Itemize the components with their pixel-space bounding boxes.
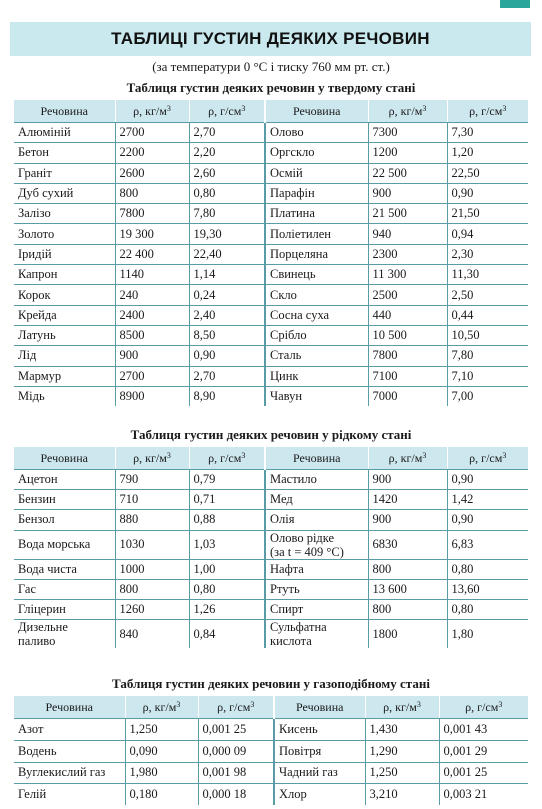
cell-density-g-cm3: 0,24 xyxy=(189,285,265,305)
table-header-row xyxy=(14,696,528,719)
cell-density-kg-m3: 940 xyxy=(368,224,447,244)
table-row xyxy=(14,123,528,143)
cell-density-g-cm3: 19,30 xyxy=(189,224,265,244)
cell-substance-name: Водень xyxy=(14,740,125,762)
cell-substance-name: Азот xyxy=(14,719,125,741)
cell-density-kg-m3: 2500 xyxy=(368,285,447,305)
cell-density-kg-m3: 10 500 xyxy=(368,325,447,345)
cell-substance-name: Хлор xyxy=(274,784,365,805)
cell-substance-name: Свинець xyxy=(265,265,368,285)
cell-substance-name xyxy=(265,620,368,649)
header-rho-kg xyxy=(115,100,189,123)
cell-substance-name: Гелій xyxy=(14,784,125,805)
cell-substance-name: Нафта xyxy=(265,559,368,579)
cell-substance-name: Золото xyxy=(14,224,115,244)
cell-substance-name: Мед xyxy=(265,490,368,510)
header-substance xyxy=(14,696,125,719)
cell-density-kg-m3: 7800 xyxy=(115,204,189,224)
liquid-section-title: Таблиця густин деяких речовин у рідкому стані xyxy=(130,427,412,442)
cell-density-g-cm3: 21,50 xyxy=(447,204,528,224)
cell-density-kg-m3: 1260 xyxy=(115,599,189,619)
cell-density-kg-m3: 3,210 xyxy=(365,784,439,805)
cell-substance-name: Вода чиста xyxy=(14,559,115,579)
cell-substance-name: Повітря xyxy=(274,740,365,762)
cell-density-g-cm3: 8,90 xyxy=(189,386,265,406)
cell-density-kg-m3: 7000 xyxy=(368,386,447,406)
cell-density-g-cm3: 2,70 xyxy=(189,366,265,386)
header-rho-g-label: ρ, г/см xyxy=(469,103,503,118)
cell-density-g-cm3: 1,20 xyxy=(447,143,528,163)
cell-substance-name: Мастило xyxy=(265,470,368,490)
header-rho-g-label: ρ, г/см xyxy=(469,450,503,465)
cell-density-kg-m3: 900 xyxy=(368,510,447,530)
solid-section-title: Таблиця густин деяких речовин у твердому стані xyxy=(126,80,416,95)
header-rho-g-label: ρ, г/см xyxy=(208,450,242,465)
cell-density-kg-m3: 21 500 xyxy=(368,204,447,224)
cell-substance-name: Алюміній xyxy=(14,123,115,143)
cell-substance-name: Олія xyxy=(265,510,368,530)
cell-density-g-cm3: 0,90 xyxy=(189,346,265,366)
cell-substance-name xyxy=(265,530,368,559)
substance-name-line2: паливо xyxy=(18,634,56,649)
cell-density-g-cm3: 2,70 xyxy=(189,123,265,143)
cell-density-kg-m3: 800 xyxy=(115,183,189,203)
cell-density-g-cm3: 0,84 xyxy=(189,620,265,649)
cell-density-g-cm3: 1,03 xyxy=(189,530,265,559)
cell-density-kg-m3: 1030 xyxy=(115,530,189,559)
header-substance-label: Речовина xyxy=(40,450,88,465)
cell-substance-name: Гас xyxy=(14,579,115,599)
cell-substance-name: Вуглекислий газ xyxy=(14,762,125,784)
cell-density-kg-m3: 1200 xyxy=(368,143,447,163)
header-substance xyxy=(14,447,115,470)
cell-substance-name: Корок xyxy=(14,285,115,305)
cell-substance-name: Олово xyxy=(265,123,368,143)
header-unit-exponent: 3 xyxy=(422,450,427,460)
table-row xyxy=(14,490,528,510)
table-row xyxy=(14,599,528,619)
header-rho-g xyxy=(198,696,274,719)
header-rho-g xyxy=(439,696,528,719)
cell-density-kg-m3: 0,180 xyxy=(125,784,198,805)
cell-density-kg-m3: 7100 xyxy=(368,366,447,386)
cell-density-kg-m3: 6830 xyxy=(368,530,447,559)
liquid-density-table xyxy=(14,447,528,648)
header-rho-kg xyxy=(368,447,447,470)
cell-density-g-cm3: 1,42 xyxy=(447,490,528,510)
cell-density-g-cm3: 0,79 xyxy=(189,470,265,490)
cell-substance-name: Осмій xyxy=(265,163,368,183)
cell-density-kg-m3: 840 xyxy=(115,620,189,649)
cell-density-g-cm3: 2,20 xyxy=(189,143,265,163)
cell-substance-name xyxy=(14,620,115,649)
cell-density-kg-m3: 2600 xyxy=(115,163,189,183)
substance-name-line2: кислота xyxy=(270,634,312,649)
cell-density-g-cm3: 1,14 xyxy=(189,265,265,285)
header-unit-exponent: 3 xyxy=(502,103,507,113)
cell-density-kg-m3: 2700 xyxy=(115,366,189,386)
cell-density-kg-m3: 1,430 xyxy=(365,719,439,741)
header-rho-kg-label: ρ, кг/м xyxy=(388,450,423,465)
cell-density-g-cm3: 0,000 18 xyxy=(198,784,274,805)
table-row xyxy=(14,224,528,244)
cell-substance-name: Мідь xyxy=(14,386,115,406)
cell-density-kg-m3: 800 xyxy=(368,559,447,579)
cell-density-kg-m3: 440 xyxy=(368,305,447,325)
cell-density-g-cm3: 13,60 xyxy=(447,579,528,599)
cell-density-g-cm3: 0,80 xyxy=(189,579,265,599)
cell-density-g-cm3: 0,001 25 xyxy=(198,719,274,741)
cell-density-kg-m3: 13 600 xyxy=(368,579,447,599)
gas-density-table xyxy=(14,696,528,805)
table-row xyxy=(14,470,528,490)
title-banner xyxy=(10,22,531,56)
header-rho-g-label: ρ, г/см xyxy=(465,699,499,714)
table-row xyxy=(14,386,528,406)
cell-density-kg-m3: 7300 xyxy=(368,123,447,143)
substance-name-text: Олово рідке xyxy=(270,530,335,545)
cell-density-kg-m3: 900 xyxy=(115,346,189,366)
cell-density-g-cm3: 2,40 xyxy=(189,305,265,325)
cell-density-g-cm3: 2,30 xyxy=(447,244,528,264)
header-rho-g xyxy=(189,447,265,470)
cell-density-kg-m3: 710 xyxy=(115,490,189,510)
cell-density-g-cm3: 0,80 xyxy=(447,559,528,579)
cell-substance-name: Сталь xyxy=(265,346,368,366)
header-rho-kg-label: ρ, кг/м xyxy=(133,103,167,118)
cell-substance-name: Капрон xyxy=(14,265,115,285)
cell-density-g-cm3: 0,90 xyxy=(447,510,528,530)
table-row xyxy=(14,183,528,203)
cell-density-kg-m3: 22 400 xyxy=(115,244,189,264)
cell-density-g-cm3: 0,88 xyxy=(189,510,265,530)
table-header-row xyxy=(14,100,528,123)
header-unit-exponent: 3 xyxy=(166,450,171,460)
table-row xyxy=(14,510,528,530)
table-row xyxy=(14,325,528,345)
cell-density-g-cm3: 0,80 xyxy=(189,183,265,203)
table-row xyxy=(14,740,528,762)
cell-substance-name: Крейда xyxy=(14,305,115,325)
page-title: ТАБЛИЦІ ГУСТИН ДЕЯКИХ РЕЧОВИН xyxy=(111,29,430,48)
header-rho-kg-label: ρ, кг/м xyxy=(383,699,417,714)
cell-substance-name: Ацетон xyxy=(14,470,115,490)
cell-density-kg-m3: 2200 xyxy=(115,143,189,163)
header-substance xyxy=(265,100,368,123)
cell-density-g-cm3: 0,000 09 xyxy=(198,740,274,762)
condition-note: (за t = 409 °С) xyxy=(270,544,344,559)
header-substance xyxy=(265,447,368,470)
cell-density-g-cm3: 0,94 xyxy=(447,224,528,244)
table-row xyxy=(14,305,528,325)
substance-name-text: Сульфатна xyxy=(270,620,327,635)
cell-density-kg-m3: 22 500 xyxy=(368,163,447,183)
cell-substance-name: Чавун xyxy=(265,386,368,406)
cell-density-g-cm3: 22,50 xyxy=(447,163,528,183)
cell-density-g-cm3: 22,40 xyxy=(189,244,265,264)
table-row xyxy=(14,265,528,285)
cell-density-g-cm3: 1,00 xyxy=(189,559,265,579)
header-rho-g xyxy=(447,100,528,123)
cell-density-g-cm3: 7,30 xyxy=(447,123,528,143)
gas-section-title: Таблиця густин деяких речовин у газоподібному стані xyxy=(112,676,430,691)
table-row xyxy=(14,719,528,741)
cell-substance-name: Сосна суха xyxy=(265,305,368,325)
cell-density-g-cm3: 1,26 xyxy=(189,599,265,619)
corner-tab xyxy=(500,0,530,8)
cell-density-kg-m3: 8900 xyxy=(115,386,189,406)
cell-density-g-cm3: 0,001 43 xyxy=(439,719,528,741)
cell-density-g-cm3: 1,80 xyxy=(451,626,474,641)
header-unit-exponent: 3 xyxy=(498,699,503,709)
substance-name-text: Дизельне xyxy=(18,620,68,635)
cell-substance-name: Кисень xyxy=(274,719,365,741)
header-substance xyxy=(274,696,365,719)
cell-substance-name: Порцеляна xyxy=(265,244,368,264)
header-rho-kg xyxy=(368,100,447,123)
cell-density-g-cm3: 0,44 xyxy=(447,305,528,325)
cell-density-kg-m3: 800 xyxy=(368,599,447,619)
cell-density-g-cm3: 0,001 25 xyxy=(439,762,528,784)
cell-substance-name: Вода морська xyxy=(14,530,115,559)
cell-substance-name: Лід xyxy=(14,346,115,366)
cell-density-g-cm3: 0,003 21 xyxy=(443,787,488,802)
cell-substance-name: Дуб сухий xyxy=(14,183,115,203)
cell-density-kg-m3: 1,250 xyxy=(125,719,198,741)
cell-substance-name: Бензол xyxy=(14,510,115,530)
cell-substance-name: Гліцерин xyxy=(14,599,115,619)
cell-substance-name: Цинк xyxy=(265,366,368,386)
cell-substance-name: Бетон xyxy=(14,143,115,163)
cell-substance-name: Ртуть xyxy=(265,579,368,599)
cell-density-g-cm3: 6,83 xyxy=(447,530,528,559)
header-rho-kg-label: ρ, кг/м xyxy=(388,103,423,118)
header-unit-exponent: 3 xyxy=(502,450,507,460)
page-subtitle: (за температури 0 °С і тиску 760 мм рт. ст.) xyxy=(152,59,390,74)
header-substance-label: Речовина xyxy=(296,699,344,714)
table-row xyxy=(14,285,528,305)
cell-substance-name: Оргскло xyxy=(265,143,368,163)
table-row xyxy=(14,346,528,366)
cell-density-kg-m3: 7800 xyxy=(368,346,447,366)
table-row xyxy=(14,530,528,559)
cell-substance-name: Залізо xyxy=(14,204,115,224)
cell-density-kg-m3: 1420 xyxy=(368,490,447,510)
header-rho-g-label: ρ, г/см xyxy=(217,699,251,714)
cell-density-g-cm3: 0,001 98 xyxy=(198,762,274,784)
header-rho-g xyxy=(189,100,265,123)
cell-density-g-cm3: 0,80 xyxy=(447,599,528,619)
cell-density-kg-m3: 790 xyxy=(115,470,189,490)
cell-density-g-cm3: 2,50 xyxy=(447,285,528,305)
cell-density-kg-m3: 2400 xyxy=(115,305,189,325)
cell-density-kg-m3: 1,290 xyxy=(365,740,439,762)
table-header-row xyxy=(14,447,528,470)
cell-density-g-cm3: 8,50 xyxy=(189,325,265,345)
cell-density-kg-m3: 240 xyxy=(115,285,189,305)
cell-density-kg-m3: 900 xyxy=(368,470,447,490)
table-row xyxy=(14,204,528,224)
table-row xyxy=(14,163,528,183)
cell-substance-name: Граніт xyxy=(14,163,115,183)
cell-density-kg-m3: 11 300 xyxy=(368,265,447,285)
cell-density-kg-m3: 8500 xyxy=(115,325,189,345)
cell-density-g-cm3: 0,001 29 xyxy=(439,740,528,762)
header-rho-g xyxy=(447,447,528,470)
header-rho-kg xyxy=(365,696,439,719)
cell-substance-name: Скло xyxy=(265,285,368,305)
cell-density-kg-m3: 800 xyxy=(115,579,189,599)
cell-density-g-cm3: 7,80 xyxy=(189,204,265,224)
cell-density-kg-m3: 1800 xyxy=(368,620,447,649)
cell-density-kg-m3: 2700 xyxy=(115,123,189,143)
cell-density-kg-m3: 900 xyxy=(368,183,447,203)
cell-density-g-cm3: 7,10 xyxy=(447,366,528,386)
table-row xyxy=(14,620,528,649)
cell-density-kg-m3: 2300 xyxy=(368,244,447,264)
header-rho-kg-label: ρ, кг/м xyxy=(142,699,177,714)
table-row xyxy=(14,579,528,599)
cell-substance-name: Платина xyxy=(265,204,368,224)
cell-density-kg-m3: 880 xyxy=(115,510,189,530)
table-row xyxy=(14,559,528,579)
cell-substance-name: Парафін xyxy=(265,183,368,203)
cell-substance-name: Спирт xyxy=(265,599,368,619)
cell-density-kg-m3: 1,250 xyxy=(365,762,439,784)
solid-density-table xyxy=(14,100,528,406)
header-unit-exponent: 3 xyxy=(250,699,255,709)
cell-substance-name: Бензин xyxy=(14,490,115,510)
cell-density-kg-m3: 1140 xyxy=(115,265,189,285)
cell-density-g-cm3: 11,30 xyxy=(447,265,528,285)
table-row xyxy=(14,366,528,386)
cell-density-g-cm3: 10,50 xyxy=(447,325,528,345)
cell-density-g-cm3: 7,80 xyxy=(447,346,528,366)
cell-density-kg-m3: 1000 xyxy=(115,559,189,579)
cell-density-g-cm3: 0,90 xyxy=(447,470,528,490)
cell-density-kg-m3: 0,090 xyxy=(125,740,198,762)
table-row xyxy=(14,143,528,163)
cell-substance-name: Іридій xyxy=(14,244,115,264)
cell-density-g-cm3: 7,00 xyxy=(451,389,474,403)
header-rho-kg xyxy=(125,696,198,719)
header-unit-exponent: 3 xyxy=(166,103,171,113)
cell-density-g-cm3: 2,60 xyxy=(189,163,265,183)
header-unit-exponent: 3 xyxy=(422,103,427,113)
header-rho-g-label: ρ, г/см xyxy=(208,103,242,118)
header-substance xyxy=(14,100,115,123)
cell-density-g-cm3: 0,71 xyxy=(189,490,265,510)
table-row xyxy=(14,244,528,264)
header-substance-label: Речовина xyxy=(45,699,93,714)
header-unit-exponent: 3 xyxy=(176,699,181,709)
cell-substance-name: Чадний газ xyxy=(274,762,365,784)
header-substance-label: Речовина xyxy=(293,103,341,118)
header-rho-kg xyxy=(115,447,189,470)
header-unit-exponent: 3 xyxy=(241,450,246,460)
header-substance-label: Речовина xyxy=(293,450,341,465)
table-row xyxy=(14,762,528,784)
cell-substance-name: Мармур xyxy=(14,366,115,386)
cell-density-kg-m3: 1,980 xyxy=(125,762,198,784)
cell-density-kg-m3: 19 300 xyxy=(115,224,189,244)
cell-substance-name: Латунь xyxy=(14,325,115,345)
header-substance-label: Речовина xyxy=(40,103,88,118)
cell-substance-name: Поліетилен xyxy=(265,224,368,244)
header-unit-exponent: 3 xyxy=(241,103,246,113)
header-rho-kg-label: ρ, кг/м xyxy=(133,450,167,465)
header-unit-exponent: 3 xyxy=(416,699,421,709)
table-row xyxy=(14,784,528,805)
cell-substance-name: Срібло xyxy=(265,325,368,345)
cell-density-g-cm3: 0,90 xyxy=(447,183,528,203)
